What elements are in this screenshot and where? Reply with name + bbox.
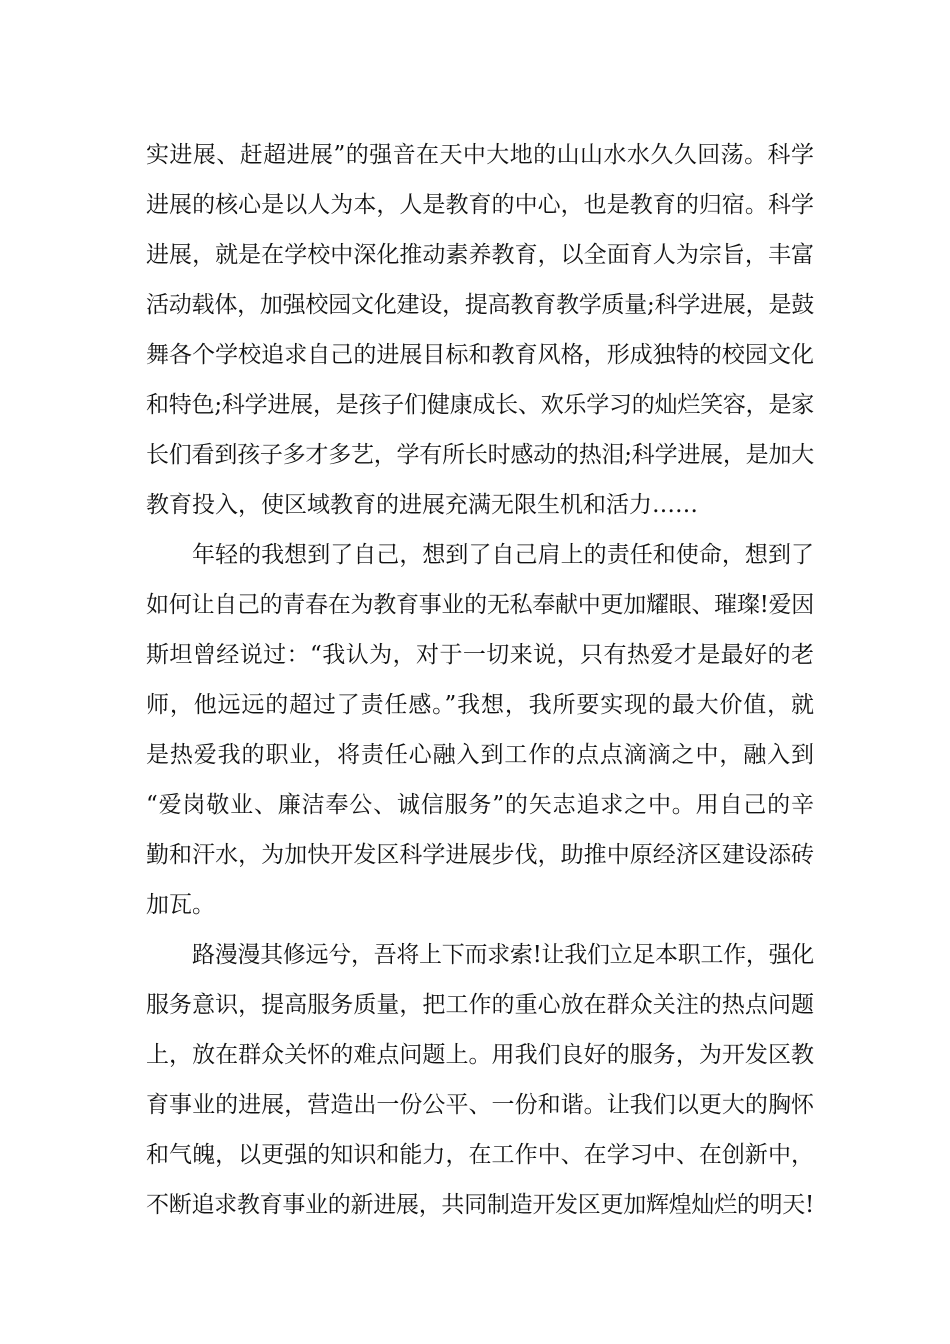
text-line: 长们看到孩子多才多艺，学有所长时感动的热泪;科学进展，是加大: [146, 442, 814, 468]
paragraph-3: [146, 930, 814, 1230]
text-line: 勤和汗水，为加快开发区科学进展步伐，助推中原经济区建设添砖: [146, 842, 814, 868]
text-line: 育事业的进展，营造出一份公平、一份和谐。让我们以更大的胸怀: [146, 1092, 814, 1118]
text-line: 不断追求教育事业的新进展，共同制造开发区更加辉煌灿烂的明天!: [146, 1192, 814, 1218]
text-line: 斯坦曾经说过：“我认为，对于一切来说，只有热爱才是最好的老: [146, 642, 814, 668]
body-text: [146, 130, 814, 1230]
paragraph-2: [146, 530, 814, 930]
text-line: 加瓦。: [146, 892, 215, 918]
text-line: 上，放在群众关怀的难点问题上。用我们良好的服务，为开发区教: [146, 1042, 814, 1068]
text-line: “爱岗敬业、廉洁奉公、诚信服务”的矢志追求之中。用自己的辛: [146, 792, 814, 818]
text-line: 实进展、赶超进展”的强音在天中大地的山山水水久久回荡。科学: [146, 142, 814, 168]
text-line: 年轻的我想到了自己，想到了自己肩上的责任和使命，想到了: [192, 542, 814, 568]
text-line: 舞各个学校追求自己的进展目标和教育风格，形成独特的校园文化: [146, 342, 814, 368]
text-line: 服务意识，提高服务质量，把工作的重心放在群众关注的热点问题: [146, 992, 814, 1018]
text-line: 和特色;科学进展，是孩子们健康成长、欢乐学习的灿烂笑容，是家: [146, 392, 814, 418]
text-line: 如何让自己的青春在为教育事业的无私奉献中更加耀眼、璀璨!爱因: [146, 592, 814, 618]
paragraph-1: [146, 130, 814, 530]
text-line: 教育投入，使区域教育的进展充满无限生机和活力……: [146, 492, 698, 518]
text-line: 是热爱我的职业，将责任心融入到工作的点点滴滴之中，融入到: [146, 742, 814, 768]
text-line: 和气魄，以更强的知识和能力，在工作中、在学习中、在创新中，: [146, 1142, 814, 1168]
text-line: 师，他远远的超过了责任感。”我想，我所要实现的最大价值，就: [146, 692, 814, 718]
text-line: 进展，就是在学校中深化推动素养教育，以全面育人为宗旨，丰富: [146, 242, 814, 268]
text-line: 路漫漫其修远兮，吾将上下而求索!让我们立足本职工作，强化: [192, 942, 814, 968]
text-line: 活动载体，加强校园文化建设，提高教育教学质量;科学进展，是鼓: [146, 292, 814, 318]
text-line: 进展的核心是以人为本，人是教育的中心，也是教育的归宿。科学: [146, 192, 814, 218]
